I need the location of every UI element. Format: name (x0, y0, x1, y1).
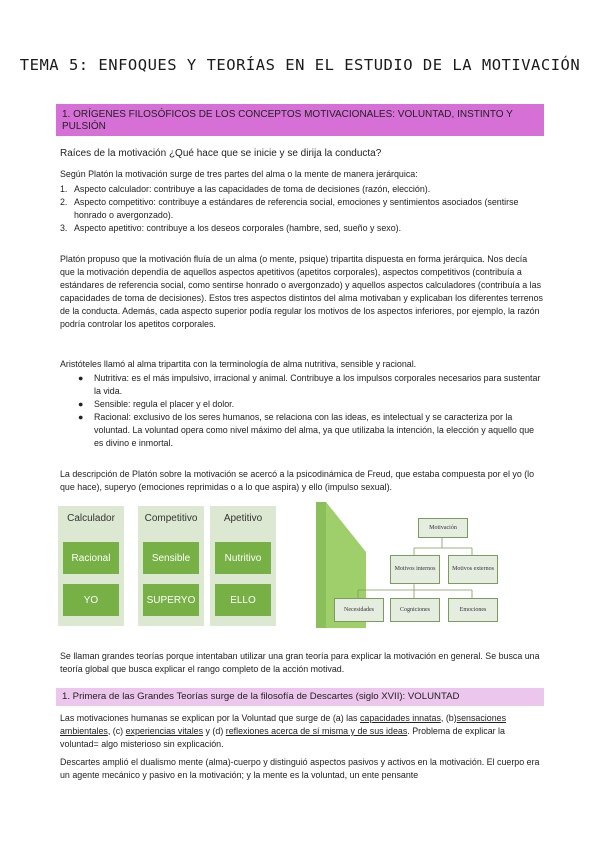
column-box: YO (63, 584, 119, 616)
subsection-heading-text: 1. Primera de las Grandes Teorías surge de la filosofía de Descartes (siglo XVII): VOLUNTAD (62, 691, 460, 702)
tree-leaf-box: Cogniciones (390, 598, 440, 622)
side-bar (316, 502, 326, 628)
intro-line: Según Platón la motivación surge de tres partes del alma o la mente de manera jerárquica: (60, 169, 418, 179)
tree-mid-box: Motivos internos (390, 555, 440, 584)
paragraph-platon: Platón propuso que la motivación fluía de un alma (o mente, psique) tripartita dispuesta en forma jerárquica. Nos decía que la motivación dependía de aquellos aspectos apetitivos (apetitos corporales), aspectos competitivos (contribuía a estándares de referencia social, como sentirse honrado o avergonzado) y aquellos aspectos calculadores (contribuía a las capacidades de toma de decisiones). Estos tres aspectos distintos del alma motivaban y explicaban los diferentes terrenos de la conducta. Además, cada aspecto superior podía regular los motivos de los aspectos inferiores, por ejemplo, la razón podría controlar los apetitos corporales. (60, 254, 543, 329)
tree-leaf-box: Necesidades (334, 598, 384, 622)
page-title: TEMA 5: ENFOQUES Y TEORÍAS EN EL ESTUDIO DE LA MOTIVACIÓN (19, 56, 581, 74)
platon-list (60, 183, 544, 235)
column-box: Racional (63, 542, 119, 574)
motivation-tree-diagram (316, 502, 540, 628)
underlined-term: sensaciones ambientales (60, 713, 507, 736)
column-box: ELLO (215, 584, 271, 616)
list-item: 2. Aspecto competitivo: contribuye a estándares de referencia social, emociones y sentimientos asociados (sentirse honrado o avergonzado). (60, 197, 519, 220)
column-apetitivo (210, 506, 276, 626)
question-line: Raíces de la motivación ¿Qué hace que se inicie y se dirija la conducta? (60, 148, 382, 159)
list-item: ● Racional: exclusivo de los seres humanos, se relaciona con las ideas, es intelectual y se caracteriza por la voluntad. La voluntad opera como nivel máximo del alma, ya que utilizaba la intención, la elección y aquello que es divino e inmortal. (78, 412, 535, 448)
column-header: Apetitivo (223, 513, 263, 524)
column-box: Sensible (143, 542, 199, 574)
soul-columns-diagram (58, 506, 288, 626)
section-heading-text: 1. ORÍGENES FILOSÓFICOS DE LOS CONCEPTOS MOTIVACIONALES: VOLUNTAD, INSTINTO Y PULSIÓN (62, 109, 513, 132)
underlined-term: experiencias vitales (125, 726, 204, 736)
column-calculador (58, 506, 124, 626)
paragraph-freud: La descripción de Platón sobre la motivación se acercó a la psicodinámica de Freud, que estaba compuesta por el yo (lo que hace), superyo (emociones reprimidas o a lo que aspira) y ello (impulso sexual). (60, 469, 535, 492)
aristoteles-line: Aristóteles llamó al alma tripartita con la terminología de alma nutritiva, sensible y racional. (60, 359, 417, 369)
section-heading-origenes (56, 104, 544, 136)
column-box: Nutritivo (215, 542, 271, 574)
column-competitivo (138, 506, 204, 626)
tree-leaf-box: Emociones (448, 598, 498, 622)
list-item: 1. Aspecto calculador: contribuye a las capacidades de toma de decisiones (razón, elección). (60, 184, 431, 194)
column-header: Competitivo (144, 513, 198, 524)
paragraph-voluntad: Las motivaciones humanas se explican por la Voluntad que surge de (a) las capacidades innatas, (b)sensaciones ambientales, (c) experiencias vitales y (d) reflexiones acerca de sí misma y de sus ideas. Problema de explicar la voluntad= algo misterioso sin explicación. (60, 713, 507, 749)
column-box: SUPERYO (143, 584, 199, 616)
subsection-heading-voluntad (56, 688, 544, 706)
aristoteles-list (60, 372, 544, 450)
tree-mid-box: Motivos externos (448, 555, 498, 584)
list-item: 3. Aspecto apetitivo: contribuye a los deseos corporales (hambre, sed, sueño y sexo). (60, 223, 402, 233)
underlined-term: reflexiones acerca de sí misma y de sus ideas (225, 726, 408, 736)
tree-root-box: Motivación (418, 518, 468, 538)
paragraph-grandes-teorias: Se llaman grandes teorías porque intentaban utilizar una gran teoría para explicar la motivación en general. Se busca una teoría global que busca explicar el rango completo de la acción motivad. (60, 651, 540, 674)
list-item: ● Sensible: regula el placer y el dolor. (78, 399, 235, 409)
underlined-term: capacidades innatas (359, 713, 441, 723)
paragraph-descartes: Descartes amplió el dualismo mente (alma)-cuerpo y distinguió aspectos pasivos y activos en la motivación. El cuerpo era un agente mecánico y pasivo en la motivación; y la mente es la voluntad, un ente pensante (60, 757, 540, 780)
list-item: ● Nutritiva: es el más impulsivo, irracional y animal. Contribuye a los impulsos corporales necesarios para sustentar la vida. (78, 373, 541, 396)
column-header: Calculador (67, 513, 115, 524)
